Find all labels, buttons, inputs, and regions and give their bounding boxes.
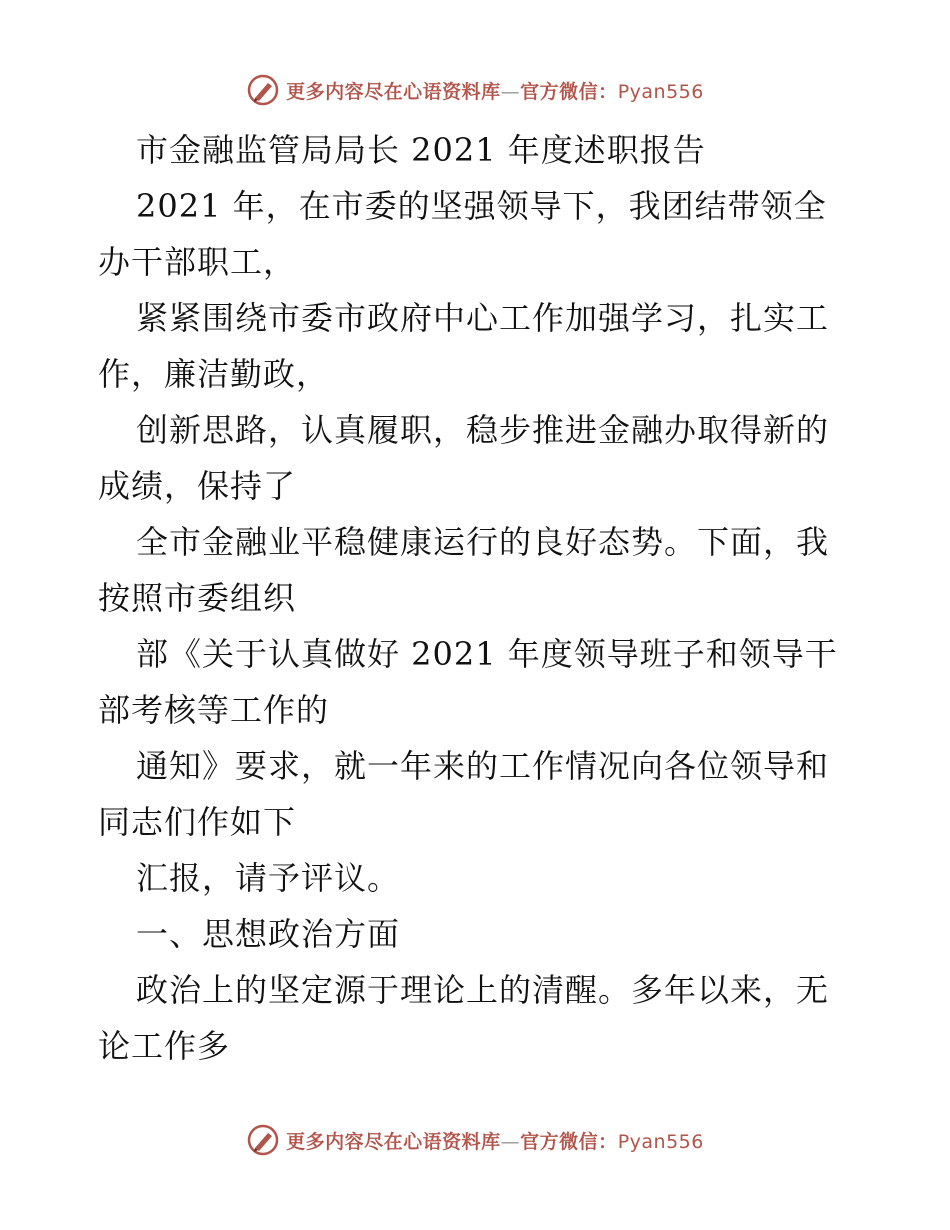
watermark-dash: —: [500, 80, 521, 103]
body-line: 创新思路，认真履职，稳步推进金融办取得新的: [136, 411, 830, 449]
body-line: 紧紧围绕市委市政府中心工作加强学习，扎实工: [136, 299, 830, 337]
body-line: 部考核等工作的: [98, 691, 330, 729]
pen-logo-icon: [246, 1123, 280, 1157]
body-line: 论工作多: [98, 1027, 231, 1065]
body-line: 作，廉洁勤政，: [98, 355, 330, 393]
watermark-text: [286, 1127, 704, 1154]
body-line: 部《关于认真做好 2021 年度领导班子和领导干: [136, 635, 838, 673]
body-line: 同志们作如下: [98, 803, 297, 841]
watermark-contact-label: 官方微信：: [520, 1130, 618, 1153]
watermark-text: [286, 77, 704, 104]
body-line: 办干部职工，: [98, 243, 297, 281]
body-line: 政治上的坚定源于理论上的清醒。多年以来，无: [136, 971, 830, 1009]
body-line: 全市金融业平稳健康运行的良好态势。下面，我: [136, 523, 830, 561]
body-line: 通知》要求，就一年来的工作情况向各位领导和: [136, 747, 830, 785]
pen-logo-icon: [246, 73, 280, 107]
body-line: 按照市委组织: [98, 579, 297, 617]
header-watermark: [0, 70, 950, 110]
watermark-brand: 更多内容尽在心语资料库: [286, 1130, 501, 1153]
watermark-contact-label: 官方微信：: [520, 80, 618, 103]
watermark-dash: —: [500, 1130, 521, 1153]
body-line: 汇报，请予评议。: [136, 859, 401, 897]
body-line: 成绩，保持了: [98, 467, 297, 505]
document-body: [98, 122, 858, 1074]
watermark-brand: 更多内容尽在心语资料库: [286, 80, 501, 103]
watermark-contact-id: Pyan556: [617, 1130, 704, 1153]
watermark-contact-id: Pyan556: [617, 80, 704, 103]
footer-watermark: [0, 1120, 950, 1160]
body-line: 2021 年，在市委的坚强领导下，我团结带领全: [136, 187, 827, 225]
document-title: 市金融监管局局长 2021 年度述职报告: [136, 131, 706, 169]
section-heading: 一、思想政治方面: [136, 915, 401, 953]
